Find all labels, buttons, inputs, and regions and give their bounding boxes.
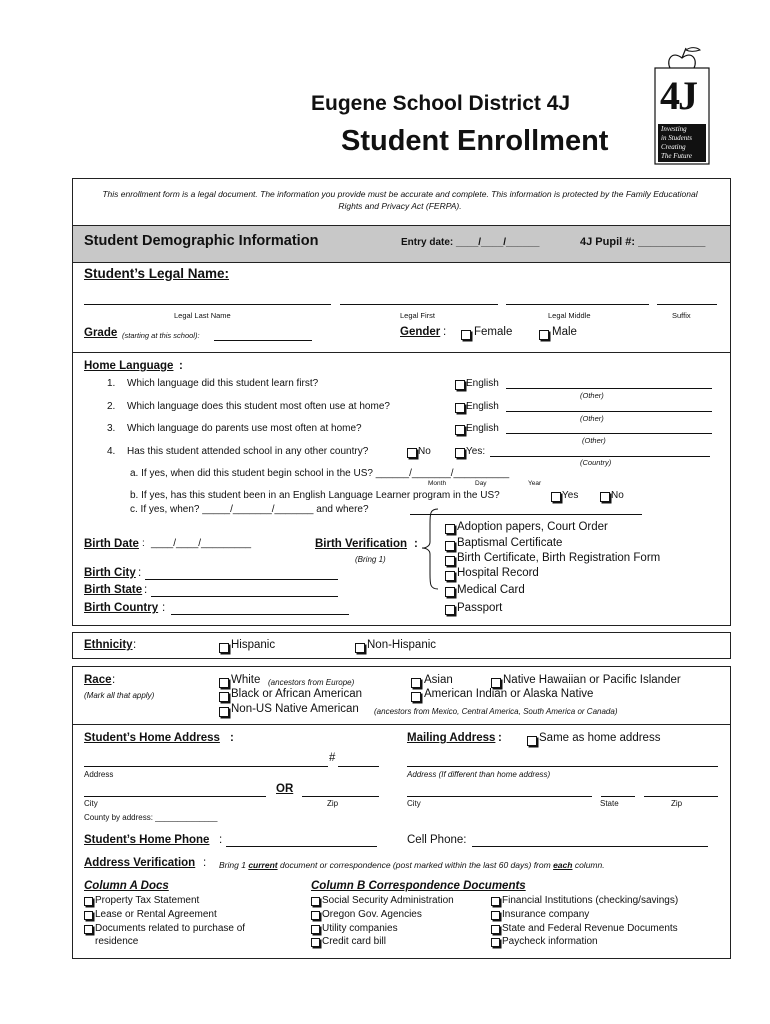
col-a-lease-checkbox[interactable]: [84, 911, 93, 920]
home-address-label: Student’s Home Address: [84, 732, 220, 744]
question-4b: b. If yes, has this student been in an English Language Learner program in the US?: [130, 490, 500, 501]
doc-baptismal-checkbox[interactable]: [445, 541, 455, 551]
county-field[interactable]: County by address: ______________: [84, 813, 218, 822]
race-label: Race: [84, 674, 112, 686]
home-zip-input[interactable]: [302, 796, 379, 797]
q4-no-checkbox[interactable]: [407, 448, 417, 458]
home-phone-label: Student’s Home Phone: [84, 834, 210, 846]
bring-one-note: (Bring 1): [355, 555, 386, 564]
q3-english-checkbox[interactable]: [455, 425, 465, 435]
mailing-city-input[interactable]: [407, 796, 592, 797]
ferpa-notice: This enrollment form is a legal document. The information you provide must be accurate and complete. This information is protected by the Family Educational Rights and Privacy Act (FERPA).: [102, 189, 698, 211]
brace-icon: [420, 508, 440, 590]
district-name: Eugene School District 4J: [311, 92, 571, 115]
q1-other-input[interactable]: [506, 388, 712, 389]
birth-country-input[interactable]: [171, 614, 349, 615]
birth-state-label: Birth State: [84, 584, 143, 596]
legal-last-name-input[interactable]: [84, 304, 331, 305]
col-a-purchase-checkbox[interactable]: [84, 925, 93, 934]
q4c-where-input[interactable]: [410, 514, 642, 515]
birth-city-input[interactable]: [145, 579, 338, 580]
col-a-tax-checkbox[interactable]: [84, 897, 93, 906]
grade-input[interactable]: [214, 340, 312, 341]
cell-phone-input[interactable]: [472, 846, 708, 847]
race-asian-checkbox[interactable]: [411, 678, 421, 688]
label-middle: Legal Middle: [548, 311, 591, 320]
q4b-yes-checkbox[interactable]: [551, 492, 561, 502]
doc-birth-cert-checkbox[interactable]: [445, 556, 455, 566]
home-unit-input[interactable]: [338, 766, 379, 767]
question-4a[interactable]: a. If yes, when did this student begin school in the US? ______/_______/__________: [130, 468, 510, 479]
q2-other-input[interactable]: [506, 411, 712, 412]
section-title-demographic: Student Demographic Information: [84, 233, 319, 249]
q4-yes-checkbox[interactable]: [455, 448, 465, 458]
column-b-title: Column B Correspondence Documents: [311, 880, 526, 892]
birth-verification-label: Birth Verification: [315, 538, 408, 550]
race-nonus-checkbox[interactable]: [219, 707, 229, 717]
col-b-ssa-checkbox[interactable]: [311, 897, 320, 906]
home-city-input[interactable]: [84, 796, 266, 797]
non-hispanic-checkbox[interactable]: [355, 643, 365, 653]
label-suffix: Suffix: [672, 311, 691, 320]
col-c-insurance-checkbox[interactable]: [491, 911, 500, 920]
col-b-oregon-checkbox[interactable]: [311, 911, 320, 920]
birth-city-label: Birth City: [84, 567, 136, 579]
q4b-no-checkbox[interactable]: [600, 492, 610, 502]
doc-hospital-checkbox[interactable]: [445, 571, 455, 581]
logo-text: 4J: [660, 73, 696, 118]
district-logo: [652, 44, 712, 166]
label-last: Legal Last Name: [174, 311, 231, 320]
col-b-utility-checkbox[interactable]: [311, 925, 320, 934]
race-white-checkbox[interactable]: [219, 678, 229, 688]
legal-first-name-input[interactable]: [340, 304, 498, 305]
mailing-state-input[interactable]: [601, 796, 635, 797]
mailing-address-input[interactable]: [407, 766, 718, 767]
birth-date-input[interactable]: ____/____/_________: [151, 538, 252, 549]
home-phone-input[interactable]: [226, 846, 377, 847]
cell-phone-label: Cell Phone:: [407, 834, 467, 846]
col-c-paycheck-checkbox[interactable]: [491, 938, 500, 947]
race-note: (Mark all that apply): [84, 691, 155, 700]
hispanic-checkbox[interactable]: [219, 643, 229, 653]
gender-label: Gender: [400, 326, 441, 338]
col-c-financial-checkbox[interactable]: [491, 897, 500, 906]
mailing-zip-input[interactable]: [644, 796, 718, 797]
suffix-input[interactable]: [657, 304, 717, 305]
home-address-input[interactable]: [84, 766, 328, 767]
same-as-home-checkbox[interactable]: [527, 736, 537, 746]
column-a-title: Column A Docs: [84, 880, 169, 892]
home-language-heading: Home Language: [84, 360, 174, 372]
birth-state-input[interactable]: [151, 596, 338, 597]
address-verification-note: Bring 1 current document or correspondence (post marked within the last 60 days) from each column.: [219, 860, 605, 870]
q4-country-input[interactable]: [490, 456, 710, 457]
address-verification-label: Address Verification: [84, 857, 196, 869]
page-title: Student Enrollment: [341, 125, 609, 157]
race-native-checkbox[interactable]: [411, 692, 421, 702]
q2-english-checkbox[interactable]: [455, 403, 465, 413]
col-c-revenue-checkbox[interactable]: [491, 925, 500, 934]
female-label: Female: [474, 326, 513, 338]
logo-tagline: Investing in Students Creating The Future: [661, 125, 693, 160]
question-4c[interactable]: c. If yes, when? _____/_______/_______ and where?: [130, 504, 369, 515]
grade-note: (starting at this school):: [122, 331, 200, 340]
doc-adoption-checkbox[interactable]: [445, 524, 455, 534]
female-checkbox[interactable]: [461, 330, 471, 340]
male-checkbox[interactable]: [539, 330, 549, 340]
legal-middle-name-input[interactable]: [506, 304, 649, 305]
q3-other-input[interactable]: [506, 433, 712, 434]
doc-passport-checkbox[interactable]: [445, 605, 455, 615]
legal-name-heading: Student’s Legal Name:: [84, 266, 230, 281]
male-label: Male: [552, 326, 577, 338]
race-hawaiian-checkbox[interactable]: [491, 678, 501, 688]
pupil-number-field[interactable]: 4J Pupil #: ___________: [580, 236, 706, 248]
race-black-checkbox[interactable]: [219, 692, 229, 702]
col-b-credit-checkbox[interactable]: [311, 938, 320, 947]
doc-medical-card-checkbox[interactable]: [445, 587, 455, 597]
birth-country-label: Birth Country: [84, 602, 159, 614]
ethnicity-label: Ethnicity: [84, 639, 133, 651]
q1-english-checkbox[interactable]: [455, 380, 465, 390]
label-first: Legal First: [400, 311, 436, 320]
entry-date-field[interactable]: Entry date: ____/____/______: [401, 237, 540, 248]
grade-label: Grade: [84, 327, 118, 339]
birth-date-label: Birth Date: [84, 538, 139, 550]
mailing-address-label: Mailing Address: [407, 732, 496, 744]
